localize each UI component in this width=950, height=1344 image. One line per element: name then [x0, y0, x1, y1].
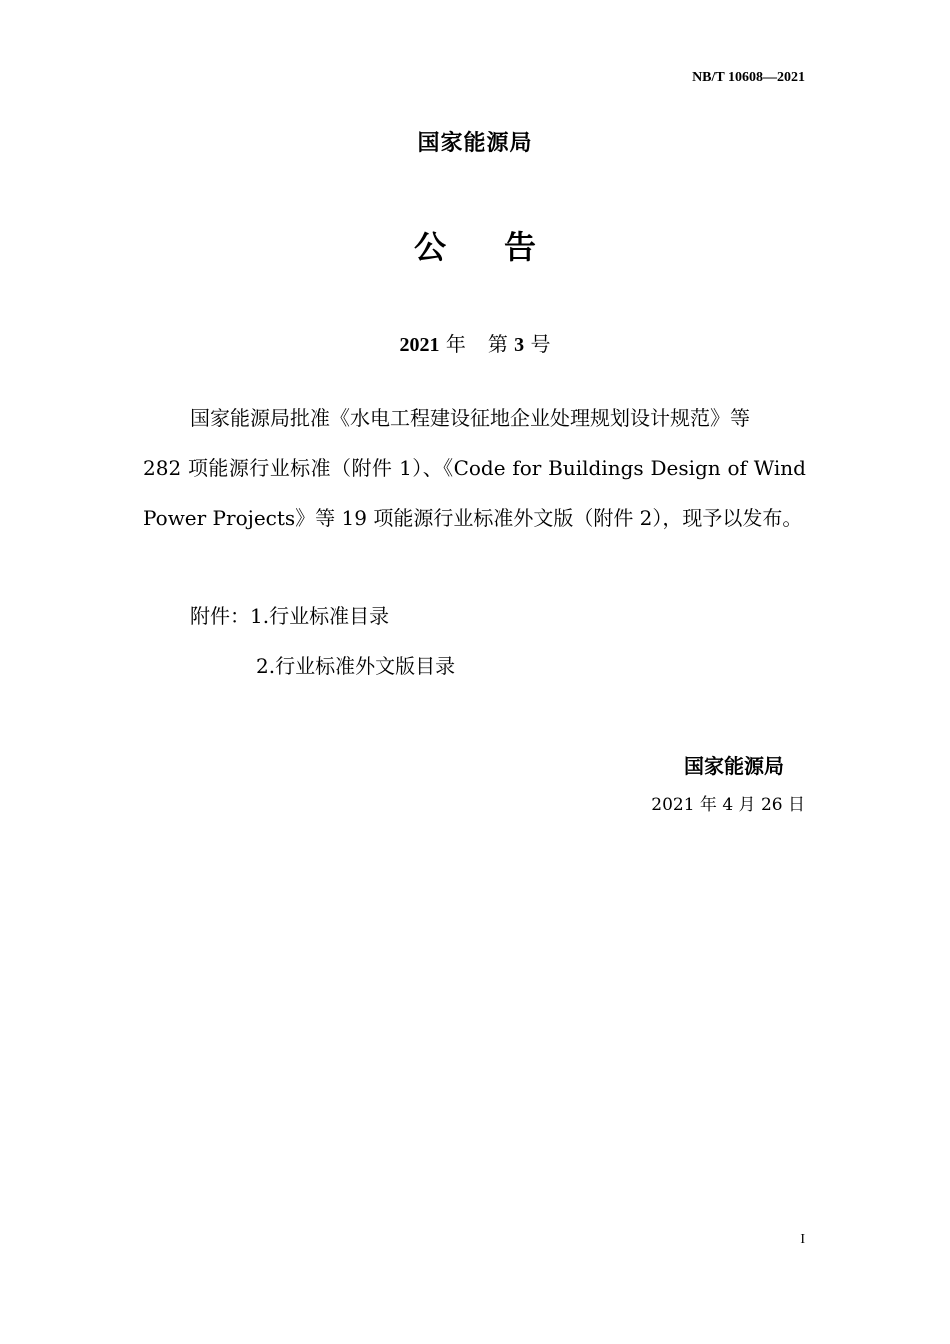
attachment-1-title: 1.行业标准目录	[250, 604, 390, 628]
body-line-3: Power Projects》等 19 项能源行业标准外文版（附件 2），现予以发布。	[143, 506, 803, 530]
notice-prefix: 第	[487, 332, 508, 356]
attachment-item-2: 2.行业标准外文版目录	[256, 654, 456, 678]
page-number: I	[800, 1232, 805, 1247]
notice-title	[0, 222, 950, 268]
notice-year: 2021	[399, 334, 440, 356]
notice-suffix: 号	[530, 332, 551, 356]
notice-title-char-1: 公	[413, 228, 446, 266]
signature-org: 国家能源局	[684, 754, 784, 778]
attachment-item-1	[190, 600, 389, 629]
signature-date: 2021 年 4 月 26 日	[651, 795, 805, 815]
body-line-2: 282 项能源行业标准（附件 1）、《Code for Buildings Design of Wind	[143, 456, 806, 480]
notice-year-suffix: 年	[445, 332, 466, 356]
notice-no-value: 3	[514, 334, 525, 356]
notice-number	[0, 328, 950, 357]
body-line-1: 国家能源局批准《水电工程建设征地企业处理规划设计规范》等	[190, 406, 750, 430]
standard-code: NB/T 10608—2021	[692, 70, 805, 85]
issuer-heading: 国家能源局	[417, 131, 533, 156]
attachments-label: 附件：	[190, 604, 250, 628]
notice-title-char-2: 告	[504, 228, 537, 266]
